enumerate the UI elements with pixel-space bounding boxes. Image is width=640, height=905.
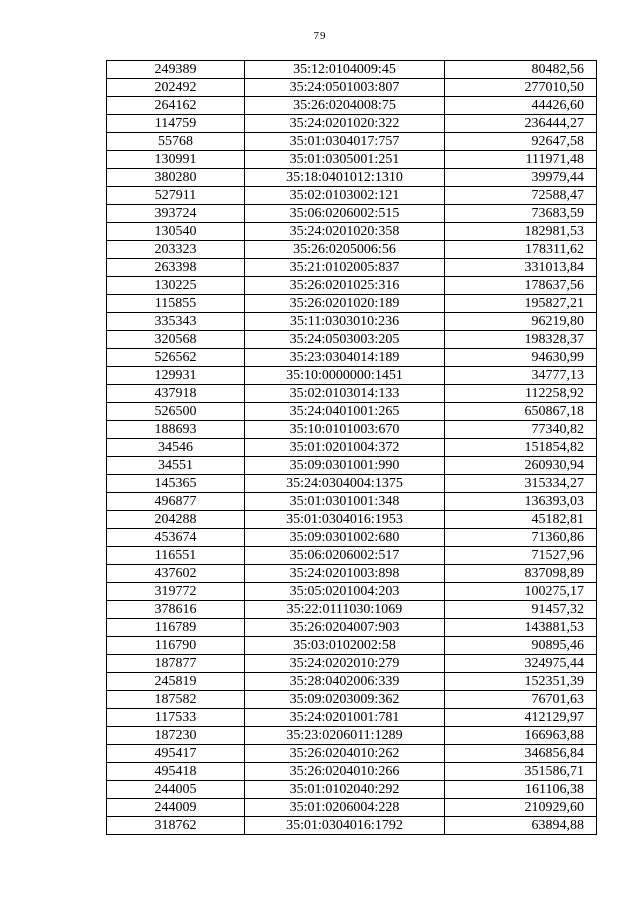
cell-id: 245819 [107, 673, 245, 691]
cell-value: 71360,86 [445, 529, 597, 547]
cell-id: 437602 [107, 565, 245, 583]
table-row [107, 97, 597, 115]
cell-cadastral-number: 35:01:0305001:251 [245, 151, 445, 169]
cell-value: 151854,82 [445, 439, 597, 457]
table-row [107, 799, 597, 817]
cell-cadastral-number: 35:01:0102040:292 [245, 781, 445, 799]
table-row [107, 673, 597, 691]
cell-cadastral-number: 35:26:0204007:903 [245, 619, 445, 637]
cell-id: 495418 [107, 763, 245, 781]
cell-id: 115855 [107, 295, 245, 313]
table-row [107, 457, 597, 475]
cell-cadastral-number: 35:26:0204010:262 [245, 745, 445, 763]
cell-value: 44426,60 [445, 97, 597, 115]
cell-id: 453674 [107, 529, 245, 547]
table-row [107, 439, 597, 457]
cell-id: 526500 [107, 403, 245, 421]
table-row [107, 115, 597, 133]
table-row [107, 295, 597, 313]
cell-cadastral-number: 35:24:0503003:205 [245, 331, 445, 349]
cell-value: 39979,44 [445, 169, 597, 187]
cell-id: 188693 [107, 421, 245, 439]
cell-value: 195827,21 [445, 295, 597, 313]
cell-value: 112258,92 [445, 385, 597, 403]
cell-id: 114759 [107, 115, 245, 133]
cell-value: 100275,17 [445, 583, 597, 601]
cell-value: 90895,46 [445, 637, 597, 655]
table-row [107, 205, 597, 223]
table-row [107, 781, 597, 799]
cell-cadastral-number: 35:06:0206002:517 [245, 547, 445, 565]
cell-value: 182981,53 [445, 223, 597, 241]
table-row [107, 421, 597, 439]
cell-id: 244005 [107, 781, 245, 799]
cell-cadastral-number: 35:26:0201020:189 [245, 295, 445, 313]
cell-id: 116551 [107, 547, 245, 565]
page-number: 79 [313, 30, 327, 42]
cell-value: 161106,38 [445, 781, 597, 799]
cell-value: 412129,97 [445, 709, 597, 727]
table-row [107, 313, 597, 331]
cell-id: 116790 [107, 637, 245, 655]
table-row [107, 493, 597, 511]
cell-cadastral-number: 35:21:0102005:837 [245, 259, 445, 277]
cell-cadastral-number: 35:23:0206011:1289 [245, 727, 445, 745]
cell-value: 210929,60 [445, 799, 597, 817]
table-row [107, 601, 597, 619]
cell-value: 111971,48 [445, 151, 597, 169]
table-row [107, 547, 597, 565]
cell-cadastral-number: 35:26:0201025:316 [245, 277, 445, 295]
table-row [107, 403, 597, 421]
cell-value: 351586,71 [445, 763, 597, 781]
table-row [107, 151, 597, 169]
cell-cadastral-number: 35:28:0402006:339 [245, 673, 445, 691]
cell-value: 260930,94 [445, 457, 597, 475]
cell-value: 80482,56 [445, 61, 597, 79]
cell-value: 143881,53 [445, 619, 597, 637]
cell-cadastral-number: 35:24:0304004:1375 [245, 475, 445, 493]
table-row [107, 331, 597, 349]
cell-value: 178311,62 [445, 241, 597, 259]
cell-id: 187582 [107, 691, 245, 709]
table-row [107, 727, 597, 745]
table-row [107, 817, 597, 835]
cell-cadastral-number: 35:01:0301001:348 [245, 493, 445, 511]
table-row [107, 475, 597, 493]
cell-cadastral-number: 35:18:0401012:1310 [245, 169, 445, 187]
cell-value: 178637,56 [445, 277, 597, 295]
cell-id: 319772 [107, 583, 245, 601]
cell-cadastral-number: 35:24:0501003:807 [245, 79, 445, 97]
table-row [107, 349, 597, 367]
cell-cadastral-number: 35:09:0301001:990 [245, 457, 445, 475]
cell-id: 202492 [107, 79, 245, 97]
cell-id: 264162 [107, 97, 245, 115]
cell-cadastral-number: 35:24:0401001:265 [245, 403, 445, 421]
cell-cadastral-number: 35:02:0103014:133 [245, 385, 445, 403]
table-row [107, 187, 597, 205]
cell-value: 96219,80 [445, 313, 597, 331]
table-row [107, 61, 597, 79]
table-row [107, 709, 597, 727]
cell-cadastral-number: 35:10:0000000:1451 [245, 367, 445, 385]
cell-cadastral-number: 35:01:0206004:228 [245, 799, 445, 817]
cell-value: 650867,18 [445, 403, 597, 421]
cell-id: 129931 [107, 367, 245, 385]
table-row [107, 385, 597, 403]
cell-value: 45182,81 [445, 511, 597, 529]
cell-cadastral-number: 35:26:0204010:266 [245, 763, 445, 781]
cell-id: 437918 [107, 385, 245, 403]
cell-id: 145365 [107, 475, 245, 493]
cell-value: 71527,96 [445, 547, 597, 565]
table-row [107, 79, 597, 97]
cell-cadastral-number: 35:03:0102002:58 [245, 637, 445, 655]
cell-id: 203323 [107, 241, 245, 259]
cell-value: 277010,50 [445, 79, 597, 97]
table-row [107, 277, 597, 295]
cell-id: 263398 [107, 259, 245, 277]
cell-value: 136393,03 [445, 493, 597, 511]
cell-value: 76701,63 [445, 691, 597, 709]
table-row [107, 241, 597, 259]
table-row [107, 619, 597, 637]
cell-value: 346856,84 [445, 745, 597, 763]
cell-cadastral-number: 35:01:0201004:372 [245, 439, 445, 457]
cell-id: 335343 [107, 313, 245, 331]
cell-id: 378616 [107, 601, 245, 619]
cell-value: 77340,82 [445, 421, 597, 439]
cell-id: 318762 [107, 817, 245, 835]
cell-value: 72588,47 [445, 187, 597, 205]
cell-value: 837098,89 [445, 565, 597, 583]
cell-cadastral-number: 35:24:0201003:898 [245, 565, 445, 583]
cell-value: 34777,13 [445, 367, 597, 385]
cell-cadastral-number: 35:11:0303010:236 [245, 313, 445, 331]
cell-id: 495417 [107, 745, 245, 763]
cell-cadastral-number: 35:24:0201020:358 [245, 223, 445, 241]
table-row [107, 745, 597, 763]
table-row [107, 367, 597, 385]
table-body [107, 61, 597, 835]
table-row [107, 169, 597, 187]
cell-value: 236444,27 [445, 115, 597, 133]
cell-cadastral-number: 35:09:0301002:680 [245, 529, 445, 547]
cell-id: 527911 [107, 187, 245, 205]
cell-value: 94630,99 [445, 349, 597, 367]
cell-id: 526562 [107, 349, 245, 367]
cell-value: 331013,84 [445, 259, 597, 277]
cell-value: 73683,59 [445, 205, 597, 223]
cell-value: 198328,37 [445, 331, 597, 349]
cell-cadastral-number: 35:01:0304016:1953 [245, 511, 445, 529]
cell-id: 249389 [107, 61, 245, 79]
cell-cadastral-number: 35:02:0103002:121 [245, 187, 445, 205]
cell-cadastral-number: 35:22:0111030:1069 [245, 601, 445, 619]
table-row [107, 529, 597, 547]
cell-cadastral-number: 35:09:0203009:362 [245, 691, 445, 709]
cell-cadastral-number: 35:24:0201001:781 [245, 709, 445, 727]
cell-id: 187230 [107, 727, 245, 745]
table-row [107, 637, 597, 655]
table-row [107, 565, 597, 583]
table-row [107, 259, 597, 277]
cell-cadastral-number: 35:24:0202010:279 [245, 655, 445, 673]
table-row [107, 133, 597, 151]
cell-id: 116789 [107, 619, 245, 637]
cell-id: 130225 [107, 277, 245, 295]
cell-value: 324975,44 [445, 655, 597, 673]
cell-cadastral-number: 35:01:0304017:757 [245, 133, 445, 151]
cell-id: 34551 [107, 457, 245, 475]
cell-value: 315334,27 [445, 475, 597, 493]
cell-value: 91457,32 [445, 601, 597, 619]
cell-value: 92647,58 [445, 133, 597, 151]
cell-cadastral-number: 35:12:0104009:45 [245, 61, 445, 79]
table-row [107, 691, 597, 709]
cell-id: 380280 [107, 169, 245, 187]
cell-id: 130540 [107, 223, 245, 241]
table-row [107, 763, 597, 781]
cell-id: 496877 [107, 493, 245, 511]
table-row [107, 583, 597, 601]
table-row [107, 511, 597, 529]
cell-value: 63894,88 [445, 817, 597, 835]
table-row [107, 223, 597, 241]
cell-id: 34546 [107, 439, 245, 457]
cadastral-table [106, 60, 597, 835]
table-row [107, 655, 597, 673]
cell-id: 55768 [107, 133, 245, 151]
cell-value: 152351,39 [445, 673, 597, 691]
cell-cadastral-number: 35:10:0101003:670 [245, 421, 445, 439]
cell-id: 187877 [107, 655, 245, 673]
cell-cadastral-number: 35:05:0201004:203 [245, 583, 445, 601]
cell-id: 393724 [107, 205, 245, 223]
cell-id: 130991 [107, 151, 245, 169]
cell-cadastral-number: 35:23:0304014:189 [245, 349, 445, 367]
cell-id: 244009 [107, 799, 245, 817]
cell-cadastral-number: 35:26:0204008:75 [245, 97, 445, 115]
cell-id: 204288 [107, 511, 245, 529]
cell-cadastral-number: 35:01:0304016:1792 [245, 817, 445, 835]
cell-value: 166963,88 [445, 727, 597, 745]
cell-id: 320568 [107, 331, 245, 349]
cell-cadastral-number: 35:26:0205006:56 [245, 241, 445, 259]
cell-cadastral-number: 35:24:0201020:322 [245, 115, 445, 133]
cell-cadastral-number: 35:06:0206002:515 [245, 205, 445, 223]
cell-id: 117533 [107, 709, 245, 727]
